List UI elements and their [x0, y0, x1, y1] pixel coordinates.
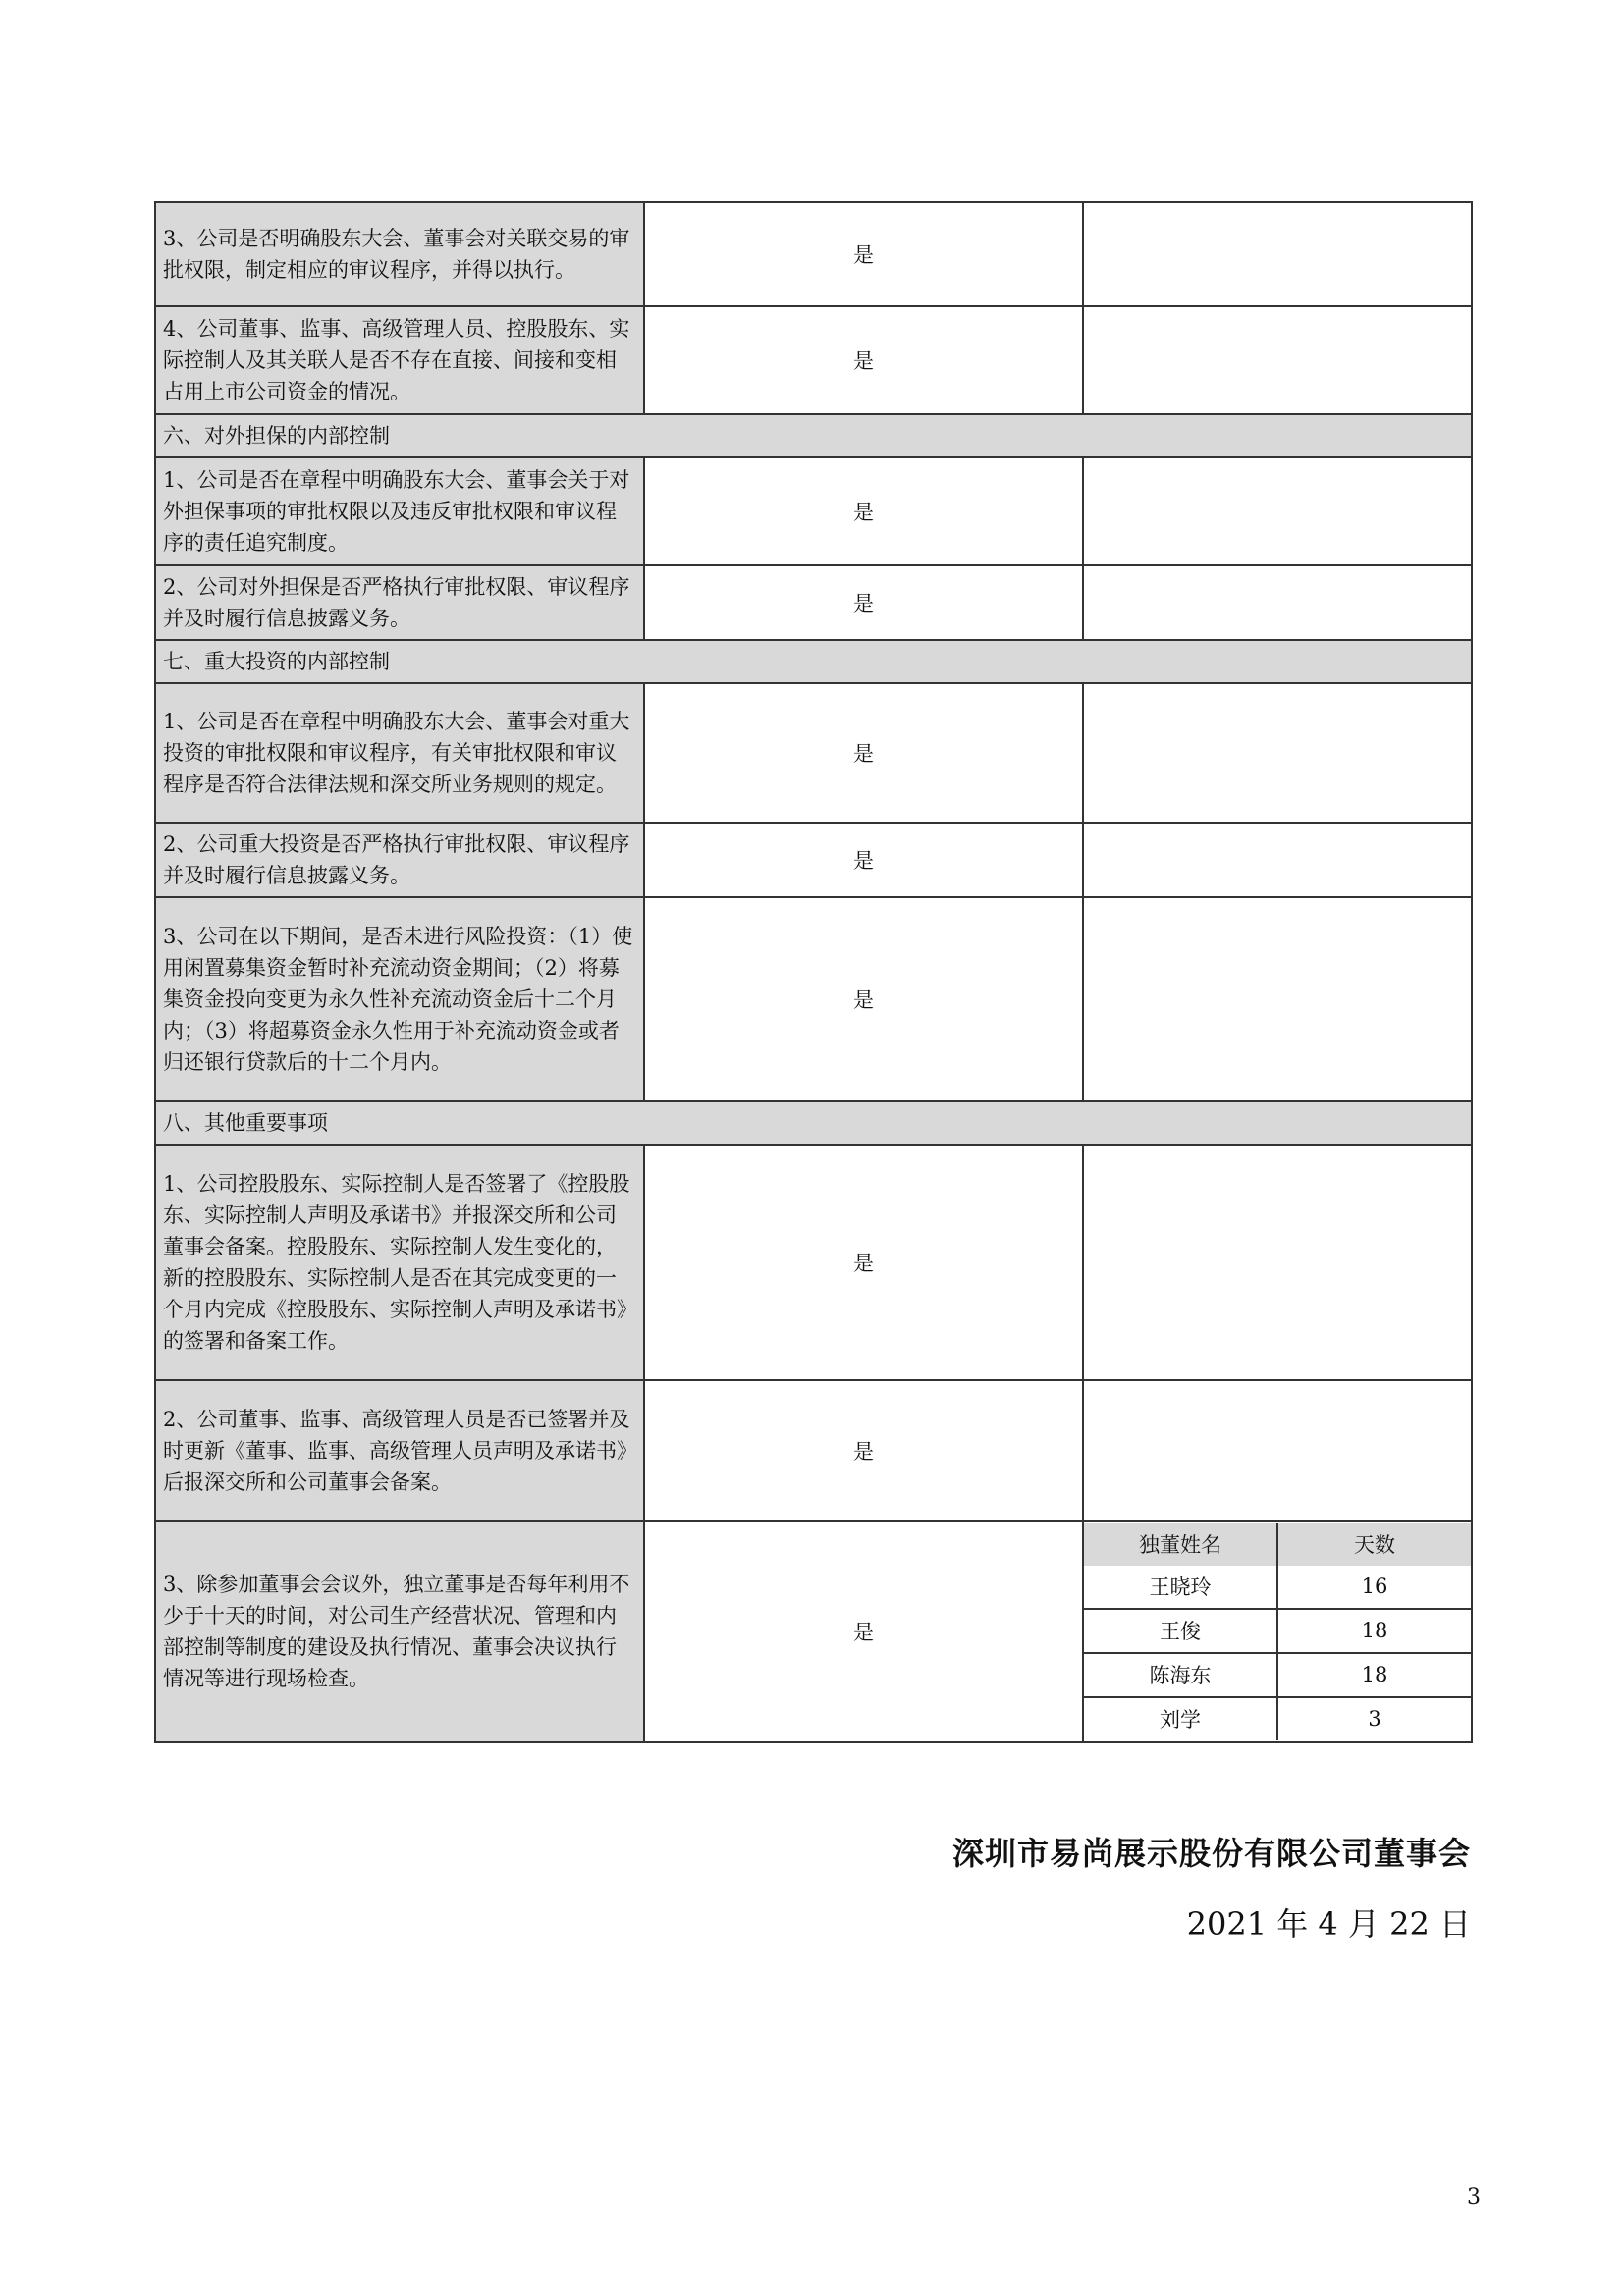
remark-cell [1083, 457, 1472, 565]
answer-cell: 是 [644, 306, 1083, 414]
question-cell: 1、公司是否在章程中明确股东大会、董事会关于对外担保事项的审批权限以及违反审批权限和审议程序的责任追究制度。 [155, 457, 644, 565]
remark-cell [1083, 1145, 1472, 1380]
director-name-header: 独董姓名 [1084, 1523, 1277, 1566]
question-cell: 1、公司是否在章程中明确股东大会、董事会对重大投资的审批权限和审议程序，有关审批权限和审议程序是否符合法律法规和深交所业务规则的规定。 [155, 683, 644, 823]
question-cell: 2、公司对外担保是否严格执行审批权限、审议程序并及时履行信息披露义务。 [155, 565, 644, 640]
table-row [155, 457, 1472, 565]
answer-cell: 是 [644, 1380, 1083, 1521]
director-row [1084, 1566, 1471, 1609]
director-days: 18 [1277, 1609, 1471, 1653]
answer-cell: 是 [644, 202, 1083, 306]
director-row [1084, 1653, 1471, 1697]
question-cell: 3、公司是否明确股东大会、董事会对关联交易的审批权限，制定相应的审议程序，并得以执行。 [155, 202, 644, 306]
question-cell: 4、公司董事、监事、高级管理人员、控股股东、实际控制人及其关联人是否不存在直接、间接和变相占用上市公司资金的情况。 [155, 306, 644, 414]
answer-cell: 是 [644, 565, 1083, 640]
question-cell: 2、公司重大投资是否严格执行审批权限、审议程序并及时履行信息披露义务。 [155, 823, 644, 897]
section-header-row [155, 414, 1472, 457]
remark-cell [1083, 306, 1472, 414]
table-row [155, 897, 1472, 1101]
director-days: 3 [1277, 1697, 1471, 1740]
director-name: 刘学 [1160, 1708, 1201, 1732]
answer-cell: 是 [644, 1521, 1083, 1742]
section-title: 八、其他重要事项 [155, 1101, 1472, 1145]
question-cell: 1、公司控股股东、实际控制人是否签署了《控股股东、实际控制人声明及承诺书》并报深交所和公司董事会备案。控股股东、实际控制人发生变化的，新的控股股东、实际控制人是否在其完成变更的一个月内完成《控股股东、实际控制人声明及承诺书》的签署和备案工作。 [155, 1145, 644, 1380]
remark-cell [1083, 202, 1472, 306]
director-days: 16 [1277, 1566, 1471, 1609]
section-title: 七、重大投资的内部控制 [155, 640, 1472, 683]
question-cell: 3、公司在以下期间，是否未进行风险投资：（1）使用闲置募集资金暂时补充流动资金期间；（2）将募集资金投向变更为永久性补充流动资金后十二个月内；（3）将超募资金永久性用于补充流动资金或者归还银行贷款后的十二个月内。 [155, 897, 644, 1101]
director-name: 王俊 [1084, 1609, 1277, 1653]
remark-cell [1083, 823, 1472, 897]
table-row [155, 1145, 1472, 1380]
director-name: 王晓玲 [1084, 1566, 1277, 1609]
director-row [1084, 1609, 1471, 1653]
answer-cell: 是 [644, 457, 1083, 565]
table-row [155, 1380, 1472, 1521]
remark-cell [1083, 565, 1472, 640]
director-days: 18 [1277, 1653, 1471, 1697]
answer-cell: 是 [644, 683, 1083, 823]
remark-cell [1083, 683, 1472, 823]
table-row [155, 306, 1472, 414]
review-table [154, 201, 1473, 1743]
days-header: 天数 [1277, 1523, 1471, 1566]
remark-cell [1083, 897, 1472, 1101]
director-row [1084, 1697, 1471, 1740]
table-row [155, 565, 1472, 640]
answer-cell: 是 [644, 1145, 1083, 1380]
question-cell: 2、公司董事、监事、高级管理人员是否已签署并及时更新《董事、监事、高级管理人员声明及承诺书》后报深交所和公司董事会备案。 [155, 1380, 644, 1521]
director-days-header [1084, 1523, 1471, 1566]
director-name: 陈海东 [1084, 1653, 1277, 1697]
director-days-cell [1083, 1521, 1472, 1742]
table-row [155, 823, 1472, 897]
answer-cell: 是 [644, 897, 1083, 1101]
section-header-row [155, 1101, 1472, 1145]
signature-date: 2021 年 4 月 22 日 [1186, 1905, 1471, 1943]
table-row [155, 683, 1472, 823]
section-title: 六、对外担保的内部控制 [155, 414, 1472, 457]
director-days-table [1084, 1523, 1471, 1740]
section-header-row [155, 640, 1472, 683]
table-row [155, 1521, 1472, 1742]
table-row [155, 202, 1472, 306]
remark-cell [1083, 1380, 1472, 1521]
page-number: 3 [1467, 2185, 1481, 2210]
question-cell: 3、除参加董事会会议外，独立董事是否每年利用不少于十天的时间，对公司生产经营状况、管理和内部控制等制度的建设及执行情况、董事会决议执行情况等进行现场检查。 [155, 1521, 644, 1742]
board-signature: 深圳市易尚展示股份有限公司董事会 [951, 1835, 1471, 1872]
answer-cell: 是 [644, 823, 1083, 897]
